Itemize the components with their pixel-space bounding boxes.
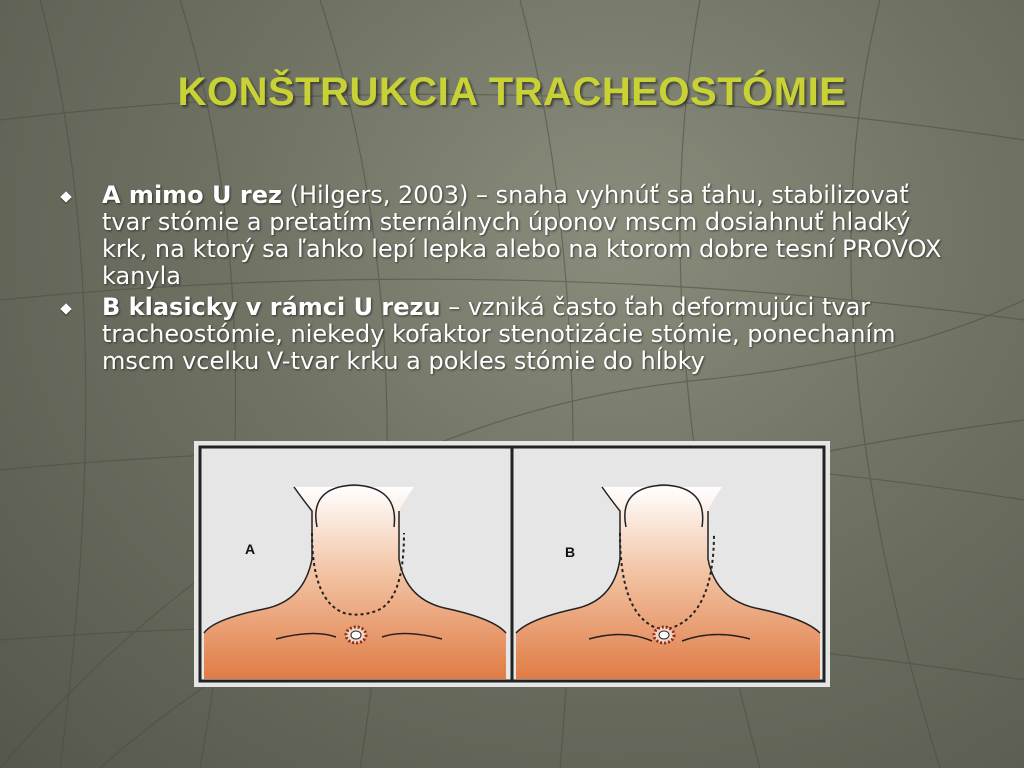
diamond-bullet-icon xyxy=(60,191,71,202)
bullet-bold-b: B klasicky v rámci U rezu xyxy=(102,293,441,321)
panel-b-label: B xyxy=(565,544,576,560)
bullet-bold-a: A mimo U rez xyxy=(102,181,282,209)
bullet-text-b xyxy=(102,294,962,375)
illustration-svg xyxy=(194,441,830,687)
bullet-item-b xyxy=(62,294,962,375)
tracheostomy-illustration xyxy=(194,441,830,687)
bullet-body-a: (Hilgers, 2003) – snaha vyhnúť sa ťahu, stabilizovať tvar stómie a pretatím sternálnych úponov mscm dosiahnuť hladký krk, na ktorý sa ľahko lepí lepka alebo na ktorom dobre tesní PROVOX kanyla xyxy=(102,181,942,290)
diamond-bullet-icon xyxy=(60,303,71,314)
slide-title: KONŠTRUKCIA TRACHEOSTÓMIE xyxy=(177,70,847,114)
panel-b-neck xyxy=(516,485,820,679)
panel-a-neck xyxy=(204,485,506,679)
bullet-item-a xyxy=(62,182,962,290)
panel-a-label: A xyxy=(245,541,256,557)
bullet-list xyxy=(62,182,962,379)
bullet-body-b: – vzniká často ťah deformujúci tvar tracheostómie, niekedy kofaktor stenotizácie stómie, ponechaním mscm vcelku V-tvar krku a pokles stómie do hĺbky xyxy=(102,293,896,375)
bullet-text-a xyxy=(102,182,962,290)
